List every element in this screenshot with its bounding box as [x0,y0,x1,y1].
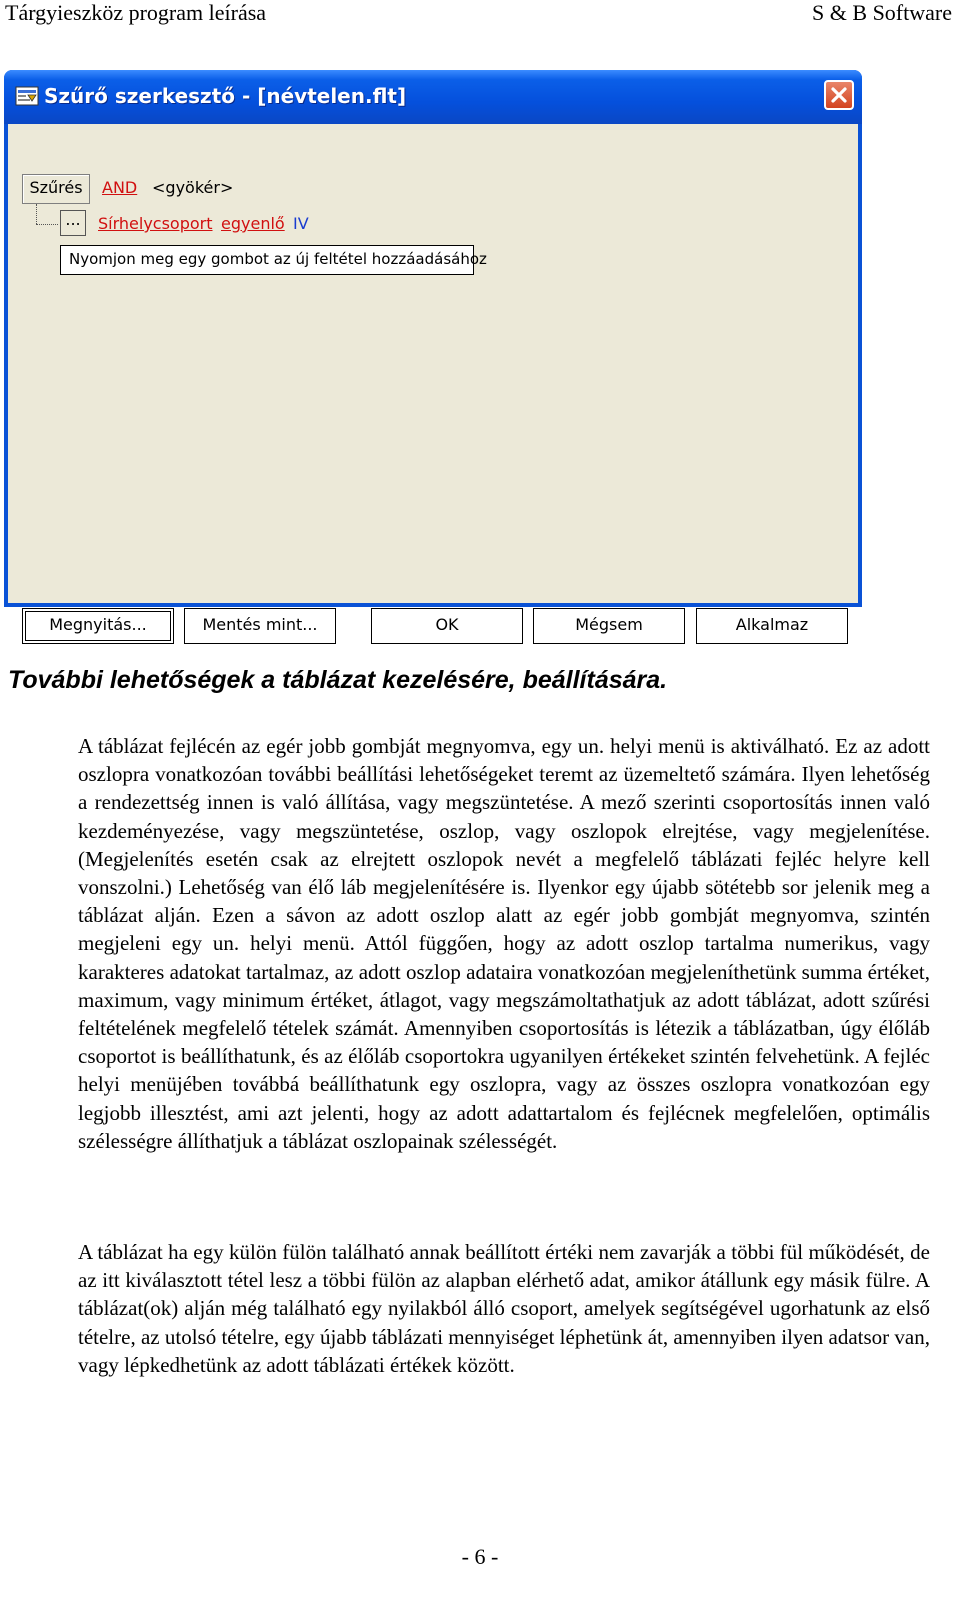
body-paragraph: A táblázat ha egy külön fülön található annak beállított értéki nem zavarják a többi fül működését, de az itt kiválasztott tétel lesz a többi fülön az alapban elérhető adat, amikor átállunk egy másik fülre. A táblázat(ok) alján még található egy nyilakból álló csoport, amelyek segítségével ugorhatunk az első tételre, az utolsó tételre, egy újabb táblázati mennyiséget léphetünk át, amennyiben ilyen adatsor van, vagy lépkedhetünk az adott táblázati értékek között. [78,1240,930,1377]
open-button[interactable]: Megnyitás... [22,608,174,644]
page-header-title: Tárgyieszköz program leírása [5,0,267,25]
section-heading: További lehetőségek a táblázat kezelésére, beállítására. [8,666,668,694]
add-condition-hint-button[interactable]: Nyomjon meg egy gombot az új feltétel hozzáadásához [60,245,474,275]
cancel-button[interactable]: Mégsem [533,608,685,644]
window-client-area [8,124,858,634]
condition-options-button[interactable]: ... [60,210,86,236]
apply-button[interactable]: Alkalmaz [696,608,848,644]
body-paragraph: A táblázat fejlécén az egér jobb gombját megnyomva, egy un. helyi menü is aktiválható. Ez az adott oszlopra vonatkozóan további beállítási lehetőségeket teremt az üzemeltető számára. Ilyen lehetőség a rendezettség innen is való állítása, vagy megszüntetése. A mező szerinti csoportosítás innen való kezdeményezése, vagy megszüntetése, oszlop, vagy oszlopok elrejtése, vagy megjelenítése. (Megjelenítés esetén csak az elrejtett oszlopok nevét a megfelelő táblázati fejléc helyre kell vonszolni.) Lehetőség van élő láb megjelenítésére is. Ilyenkor egy újabb sötétebb sor jelenik meg a táblázat alján. Ezen a sávon az adott oszlop alatt az egér jobb gombját megnyomva, szintén megjeleni egy un. helyi menü. Attól függően, hogy az adott oszlop tartalma numerikus, vagy karakteres adatokat tartalmaz, az adott oszlop adataira vonatkozóan megjeleníthetünk summa értéket, maximum, vagy minimum értéket, átlagot, vagy megszámoltathatjuk az adott táblázat, adott szűrési feltételének megfelelő tételek számát. Amennyiben csoportosítás is létezik a táblázatban, úgy élőláb csoportot is beállíthatunk, és az élőláb csoportokra ugyanilyen értékeket szintén felvehetünk. A fejléc helyi menüjében továbbá beállíthatunk egy oszlopra, vagy az összes oszlopra vonatkozóan egy legjobb illesztést, ami azt jelenti, hogy az adott adattartalom és fejlécnek megfelelően, optimális szélességre állíthatjuk a táblázat oszlopainak szélességét. [78,734,930,1153]
tree-connector [36,224,58,225]
operator-link[interactable]: egyenlő [221,214,285,233]
tree-connector [36,204,37,224]
app-icon [14,83,40,109]
window-title: Szűrő szerkesztő - [névtelen.flt] [44,84,407,108]
close-button[interactable] [824,80,854,110]
and-operator-link[interactable]: AND [102,178,138,197]
page-header-company: S & B Software [812,0,952,25]
save-as-button[interactable]: Mentés mint... [184,608,336,644]
close-icon [826,82,852,108]
value-link[interactable]: IV [293,214,309,233]
field-link[interactable]: Sírhelycsoport [98,214,213,233]
page-number: - 6 - [461,1544,499,1569]
root-node-label: <gyökér> [152,178,234,197]
window-titlebar[interactable] [4,70,862,124]
filter-editor-window [4,70,862,634]
ok-button[interactable]: OK [371,608,523,644]
filter-button[interactable]: Szűrés [22,174,90,204]
